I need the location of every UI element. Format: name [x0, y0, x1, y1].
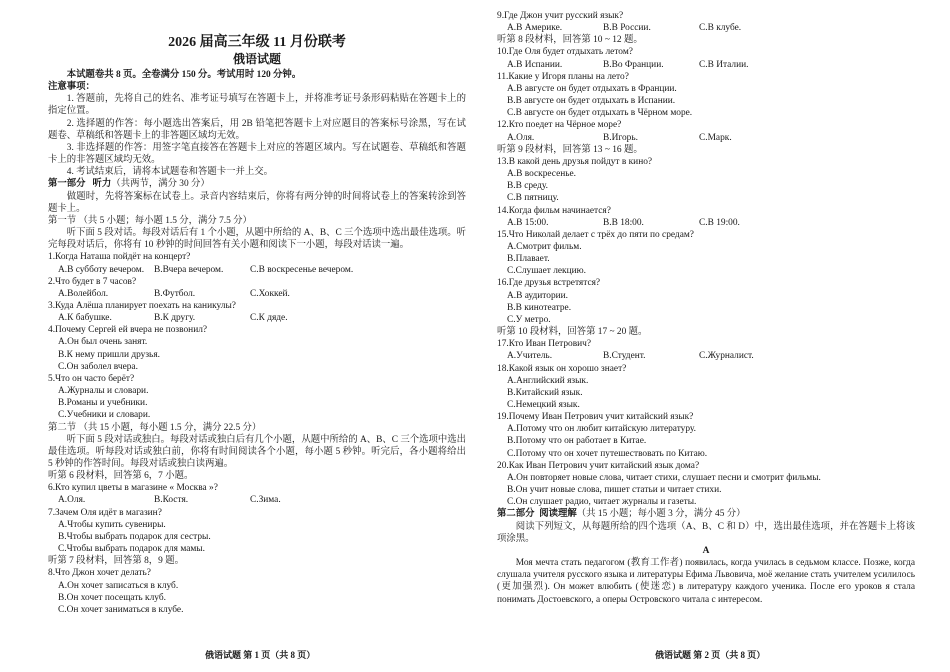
note-item: 3. 非选择题的作答：用签字笔直接答在答题卡上对应的答题区域内。写在试题卷、草稿纸和答题卡上的非答题区域均无效。 [48, 142, 466, 166]
option-c: C.У метро. [507, 314, 551, 325]
question-q20: 20.Как Иван Петрович учит китайский язык дома? [497, 460, 700, 471]
option-b: B.Романы и учебники. [58, 398, 148, 409]
option-b: B.Чтобы выбрать подарок для сестры. [58, 531, 211, 542]
option-c: C.Он заболел вчера. [58, 361, 138, 372]
option-b: B.Он учит новые слова, пишет статьи и читает стихи. [507, 485, 722, 496]
part1-intro: 做题时，先将答案标在试卷上。录音内容结束后，你将有两分钟的时间将试卷上的答案转涂到答题卡上。 [48, 191, 466, 214]
question-q14: 14.Когда фильм начинается? [497, 205, 611, 216]
option-b: B.В августе он будет отдыхать в Испании. [507, 96, 676, 107]
option-c: C.В 19:00. [699, 217, 740, 228]
options-q3 [48, 312, 466, 324]
section1-intro: 听下面 5 段对话。每段对话后有 1 个小题，从题中所给的 A、B、C 三个选项中选出最佳选项。听完每段对话后，你将有 10 秒钟的时间回答有关小题和阅读下一小题，每段对话读一遍。 [48, 228, 466, 251]
option-c: C.Чтобы выбрать подарок для мамы. [58, 544, 205, 555]
options-q9 [497, 22, 915, 34]
option-a: A.В августе он будет отдыхать в Франции. [507, 83, 677, 94]
passage-label: A [702, 545, 710, 556]
listening-instruction: 听第 8 段材料，回答第 10 ~ 12 题。 [497, 35, 643, 46]
option-b: B.Игорь. [603, 132, 638, 143]
option-a: A.Волейбол. [58, 288, 109, 299]
question-q2: 2.Что будет в 7 часов? [48, 276, 137, 287]
option-b: B.В кинотеатре. [507, 302, 572, 313]
listening-instruction: 听第 9 段材料，回答第 13 ~ 16 题。 [497, 144, 643, 155]
section2-title: 第二节 （共 15 小题，每小题 1.5 分，满分 22.5 分） [48, 422, 262, 433]
option-b: B.Футбол. [154, 288, 196, 299]
option-c: C.Немецкий язык. [507, 400, 580, 410]
option-b: B.Во Франции. [603, 59, 664, 70]
page-footer-right: 俄语试题 第 2 页（共 8 页） [655, 650, 766, 660]
option-b: B.Костя. [154, 495, 189, 506]
option-c: C.В клубе. [699, 23, 742, 34]
part1-heading: 第一部分 听力（共两节，满分 30 分） [48, 179, 210, 190]
option-a: A.Учитель. [507, 351, 553, 362]
option-b: B.Вчера вечером. [154, 264, 224, 275]
options-q14 [497, 217, 915, 229]
option-a: A.Чтобы купить сувениры. [58, 519, 166, 530]
option-c: C.Журналист. [699, 351, 754, 362]
option-a: A.Он был очень занят. [58, 337, 148, 348]
option-b: B.Китайский язык. [507, 387, 583, 398]
right-column [497, 10, 915, 606]
option-c: C.Он слушает радио, читает журналы и газеты. [507, 497, 697, 508]
options-q17 [497, 350, 915, 362]
option-c: C.Хоккей. [250, 288, 290, 299]
question-q18: 18.Какой язык он хорошо знает? [497, 363, 627, 374]
option-b: B.К нему пришли друзья. [58, 349, 160, 360]
notes-title: 注意事项： [48, 82, 95, 93]
part2-heading: 第二部分 阅读理解（共 15 小题；每小题 3 分，满分 45 分） [497, 509, 746, 520]
question-q10: 10.Где Оля будет отдыхать летом? [497, 47, 633, 58]
question-q11: 11.Какие у Игоря планы на лето? [497, 71, 629, 82]
listening-instruction: 听第 7 段材料，回答第 8，9 题。 [48, 556, 184, 567]
option-a: A.К бабушке. [58, 313, 112, 324]
options-q2 [48, 288, 466, 300]
option-a: A.Оля. [507, 132, 535, 143]
question-q16: 16.Где друзья встретятся? [497, 278, 601, 289]
section1-title: 第一节 （共 5 小题；每小题 1.5 分，满分 7.5 分） [48, 215, 252, 226]
section2-intro: 听下面 5 段对话或独白。每段对话或独白后有几个小题，从题中所给的 A、B、C 三个选项中选出最佳选项。听每段对话或独白前，你将有时间阅读各个小题，每小题 5 秒钟。听完后，各小题将给出 5 秒钟的作答时间。每段对话或独白读两遍。 [48, 434, 466, 469]
question-q3: 3.Куда Алёша планирует поехать на каникулы? [48, 300, 236, 311]
option-c: C.Зима. [250, 495, 281, 506]
page-footer-left: 俄语试题 第 1 页（共 8 页） [205, 650, 316, 660]
option-b: B.Он хочет посещать клуб. [58, 592, 166, 603]
question-q15: 15.Что Николай делает с трёх до пяти по средам? [497, 229, 694, 240]
option-b: B.Плавает. [507, 254, 550, 265]
question-q1: 1.Когда Наташа пойдёт на концерт? [48, 252, 191, 263]
option-b: B.В 18:00. [603, 217, 644, 228]
option-a: A.В субботу вечером. [58, 264, 145, 275]
option-c: C.В пятницу. [507, 193, 559, 204]
question-q19: 19.Почему Иван Петрович учит китайский язык? [497, 412, 694, 423]
option-b: B.В России. [603, 23, 651, 34]
note-item: 1. 答题前，先将自己的姓名、准考证号填写在答题卡上，并将准考证号条形码粘贴在答题卡上的指定位置。 [48, 94, 466, 117]
option-b: B.Потому что он работает в Китае. [507, 436, 647, 447]
question-q12: 12.Кто поедет на Чёрное море? [497, 120, 622, 131]
option-c: C.Слушает лекцию. [507, 266, 586, 277]
option-c: C.В Италии. [699, 59, 749, 70]
options-q12 [497, 132, 915, 144]
left-column [48, 10, 466, 616]
option-a: A.В Америке. [507, 23, 563, 34]
exam-info: 本试题卷共 8 页。全卷满分 150 分。考试用时 120 分钟。 [66, 70, 302, 80]
option-c: C.Марк. [699, 132, 732, 143]
question-q7: 7.Зачем Оля идёт в магазин? [48, 507, 162, 518]
option-a: A.Оля. [58, 495, 86, 506]
question-q9: 9.Где Джон учит русский язык? [497, 11, 624, 21]
option-a: A.Английский язык. [507, 375, 589, 386]
option-c: C.К дяде. [250, 313, 288, 324]
option-c: C.Он хочет заниматься в клубе. [58, 604, 184, 615]
option-c: C.В августе он будет отдыхать в Чёрном море. [507, 108, 693, 119]
option-a: A.Журналы и словари. [58, 386, 149, 397]
options-q1 [48, 264, 466, 276]
options-q6 [48, 494, 466, 506]
question-q5: 5.Что он часто берёт? [48, 373, 135, 384]
option-a: A.Смотрит фильм. [507, 241, 582, 252]
note-item: 4. 考试结束后，请将本试题卷和答题卡一并上交。 [66, 167, 274, 178]
option-a: A.Он хочет записаться в клуб. [58, 580, 179, 591]
page-title: 2026 届高三年级 11 月份联考 [168, 35, 346, 50]
option-a: A.В аудитории. [507, 290, 569, 301]
option-c: C.Потому что он хочет путешествовать по Китаю. [507, 448, 708, 459]
passage-text: Моя мечта стать педагогом (教育工作者) появилась, когда училась в седьмом классе. Позже, когда слушала учителя русского языка и литературы Ефима Львовича, моё желание стать учителем усилилось (更加强烈). Он может влюбить (使迷恋) в литературу каждого ученика. После его уроков я стала понимать Достоевского, а оперы Островского читала с интересом. [497, 558, 915, 605]
question-q4: 4.Почему Сергей ей вчера не позвонил? [48, 325, 208, 336]
option-b: B.В среду. [507, 181, 548, 192]
listening-instruction: 听第 10 段材料，回答第 17 ~ 20 题。 [497, 327, 648, 338]
option-b: B.К другу. [154, 313, 196, 324]
question-q6: 6.Кто купил цветы в магазине « Москва »? [48, 483, 218, 494]
option-c: C.В воскресенье вечером. [250, 264, 354, 275]
option-a: A.В воскресенье. [507, 169, 577, 180]
page-subtitle: 俄语试题 [232, 52, 281, 66]
option-c: C.Учебники и словари. [58, 410, 151, 421]
option-a: A.В 15:00. [507, 217, 549, 228]
option-b: B.Студент. [603, 351, 646, 362]
question-q17: 17.Кто Иван Петрович? [497, 339, 592, 350]
option-a: A.Потому что он любит китайскую литературу. [507, 424, 697, 435]
options-q10 [497, 59, 915, 71]
part2-intro: 阅读下列短文，从每题所给的四个选项（A、B、C 和 D）中，选出最佳选项，并在答题卡上将该项涂黑。 [497, 521, 915, 544]
option-a: A.Он повторяет новые слова, читает стихи, слушает песни и смотрит фильмы. [507, 472, 821, 483]
option-a: A.В Испании. [507, 59, 563, 70]
note-item: 2. 选择题的作答：每小题选出答案后，用 2B 铅笔把答题卡上对应题目的答案标号涂黑，写在试题卷、草稿纸和答题卡上的非答题区域均无效。 [48, 118, 466, 141]
question-q8: 8.Что Джон хочет делать? [48, 568, 151, 579]
listening-instruction: 听第 6 段材料，回答第 6，7 小题。 [48, 471, 194, 482]
question-q13: 13.В какой день друзья пойдут в кино? [497, 156, 653, 167]
